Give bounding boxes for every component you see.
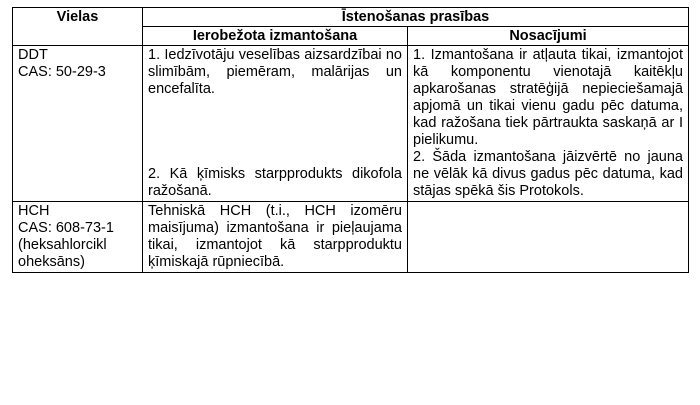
substance-name: DDT xyxy=(18,47,48,63)
use-item-1: 1. Iedzīvotāju veselības aizsardzībai no slimībām, piemēram, malārijas un encefalīta. xyxy=(148,47,402,97)
header-row-top xyxy=(13,8,689,27)
header-substance: Vielas xyxy=(13,8,143,46)
notes-cell-hch xyxy=(408,202,689,273)
substance-cell-ddt xyxy=(13,46,143,202)
header-conditions: Nosacījumi xyxy=(408,27,689,46)
substance-cas: CAS: 608-73-1 xyxy=(18,220,114,236)
use-item-2: 2. Kā ķīmisks starpprodukts dikofola ražošanā. xyxy=(148,166,402,199)
substance-name: HCH xyxy=(18,203,50,219)
header-requirements: Īstenošanas prasības xyxy=(143,8,689,27)
notes-item-2: 2. Šāda izmantošana jāizvērtē no jauna ne vēlāk kā divus gadus pēc datuma, kad stājas spēkā šis Protokols. xyxy=(413,149,683,199)
pollutant-requirements-table xyxy=(12,7,689,273)
use-text: Tehniskā HCH (t.i., HCH izomēru maisījuma) izmantošana ir pieļaujama tikai, izmantojot kā starpproduktu ķīmiskajā rūpniecībā. xyxy=(148,203,402,270)
notes-cell-ddt xyxy=(408,46,689,202)
use-cell-ddt xyxy=(143,46,408,202)
substance-cas: CAS: 50-29-3 xyxy=(18,64,106,80)
substance-chemical-name: (heksahlorcikl oheksāns) xyxy=(18,237,107,270)
substance-cell-hch xyxy=(13,202,143,273)
table-row-hch xyxy=(13,202,689,273)
spacer xyxy=(148,98,402,166)
use-cell-hch xyxy=(143,202,408,273)
table-row-ddt xyxy=(13,46,689,202)
header-restricted-use: Ierobežota izmantošana xyxy=(143,27,408,46)
notes-item-1: 1. Izmantošana ir atļauta tikai, izmantojot kā komponentu vienotajā kaitēkļu apkarošanas stratēģijā nepieciešamajā apjomā un tikai vienu gadu pēc datuma, kad ražošana tiek pārtraukta saskaņā ar I pielikumu. xyxy=(413,47,683,148)
